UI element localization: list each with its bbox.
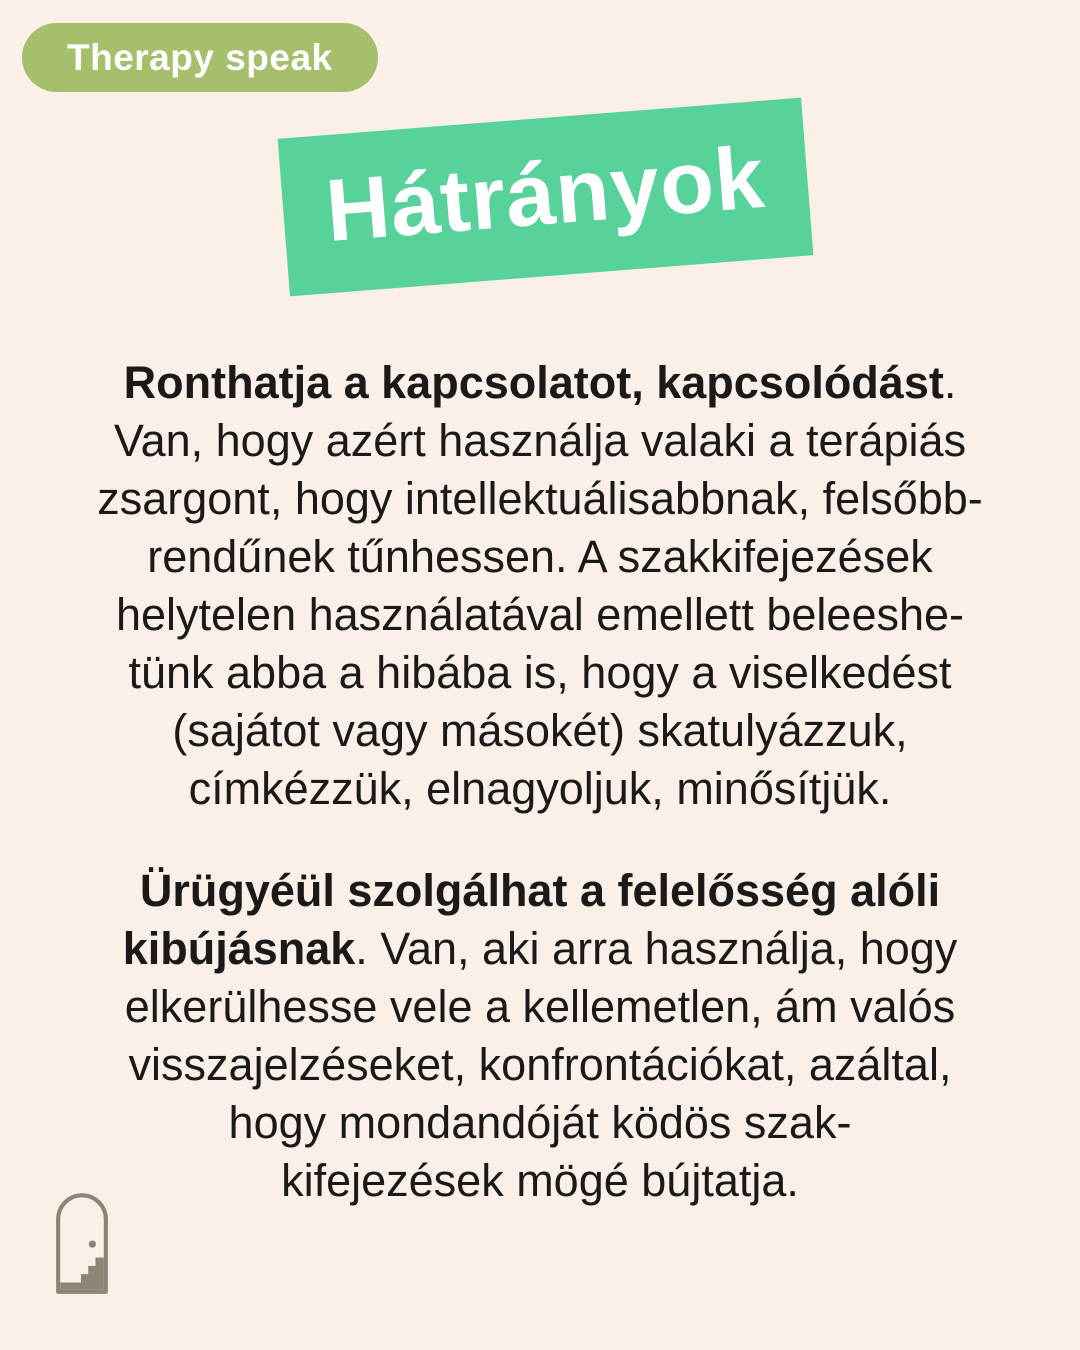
body-paragraph xyxy=(30,354,1050,818)
topic-badge-label: Therapy speak xyxy=(67,36,333,78)
body-line: hogy mondandóját ködös szak- xyxy=(228,1097,852,1148)
body-line: címkézzük, elnagyoljuk, minősítjük. xyxy=(188,763,892,814)
topic-badge xyxy=(22,23,378,92)
body-line: elkerülhesse vele a kellemetlen, ám valós xyxy=(124,981,956,1032)
body-line: visszajelzéseket, konfrontációkat, azáltal, xyxy=(128,1039,952,1090)
title-banner xyxy=(278,98,814,297)
body-line: (sajátot vagy másokét) skatulyázzuk, xyxy=(172,705,908,756)
page-title: Hátrányok xyxy=(322,126,769,261)
body-line: tünk abba a hibába is, hogy a viselkedést xyxy=(128,647,952,698)
body-text xyxy=(30,354,1050,1210)
door-stairs-logo xyxy=(54,1188,110,1296)
body-line: Van, hogy azért használja valaki a terápiás xyxy=(113,415,967,466)
body-line: zsargont, hogy intellektuálisabbnak, felsőbb- xyxy=(97,473,983,524)
body-line: rendűnek tűnhessen. A szakkifejezések xyxy=(147,531,933,582)
body-line: kifejezések mögé bújtatja. xyxy=(281,1155,799,1206)
body-line: Ürügyéül szolgálhat a felelősség alóli xyxy=(139,865,941,916)
door-stairs-icon xyxy=(54,1188,110,1296)
body-paragraph xyxy=(30,862,1050,1210)
body-line: helytelen használatával emellett beleeshe- xyxy=(115,589,965,640)
body-line: kibújásnak. Van, aki arra használja, hogy xyxy=(122,923,958,974)
body-line: Ronthatja a kapcsolatot, kapcsolódást. xyxy=(123,357,957,408)
